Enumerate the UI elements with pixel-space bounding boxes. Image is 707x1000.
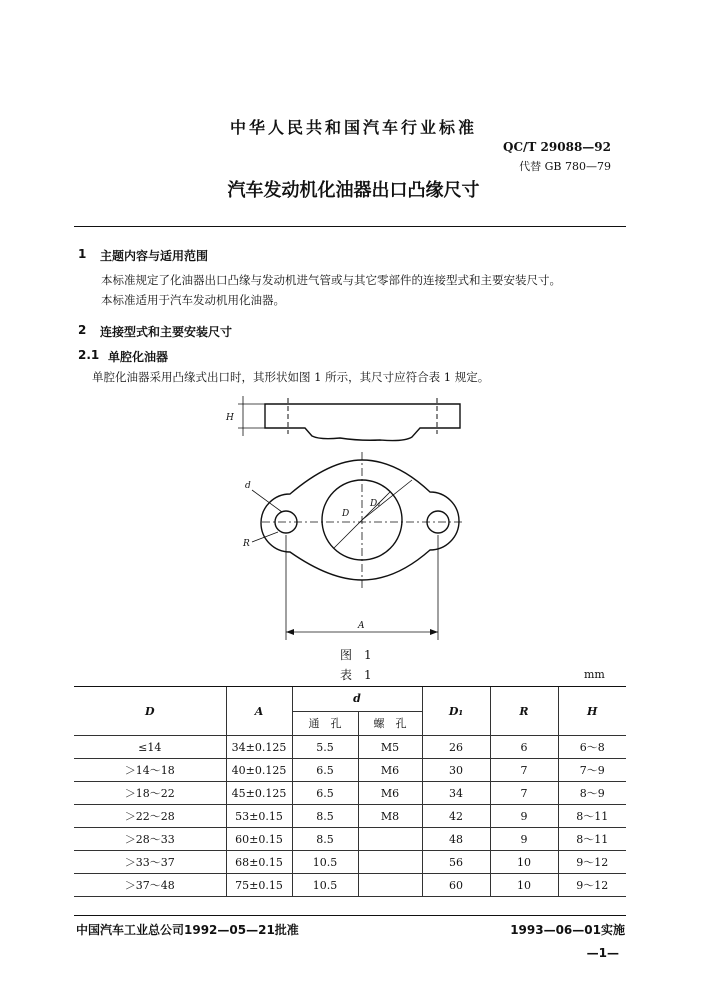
section-2-number: 2 (78, 323, 87, 337)
document-title: 汽车发动机化油器出口凸缘尺寸 (227, 180, 480, 201)
table-cell: 6.5 (292, 782, 358, 805)
table-row (74, 851, 626, 874)
table-cell: 9～12 (558, 851, 626, 874)
table-cell: 60±0.15 (226, 828, 292, 851)
header-d: d (292, 687, 422, 712)
table-cell: 6 (490, 736, 558, 759)
table-cell: ＞22～28 (74, 805, 226, 828)
section-2-1-number: 2.1 (78, 348, 100, 362)
header-R: R (490, 687, 558, 736)
table-cell: 60 (422, 874, 490, 897)
effective-date: 1993—06—01实施 (510, 923, 625, 937)
standard-code: QC/T 29088—92 (503, 140, 611, 154)
table-row (74, 736, 626, 759)
table-cell: 5.5 (292, 736, 358, 759)
table-cell: 7 (490, 782, 558, 805)
table-cell: ＞14～18 (74, 759, 226, 782)
table-cell: ＞18～22 (74, 782, 226, 805)
table-cell: 56 (422, 851, 490, 874)
table-cell: 40±0.125 (226, 759, 292, 782)
table-cell: 42 (422, 805, 490, 828)
table-cell (358, 828, 422, 851)
table-cell: 9 (490, 805, 558, 828)
table-cell: 34±0.125 (226, 736, 292, 759)
table-cell: 34 (422, 782, 490, 805)
table-cell: 6.5 (292, 759, 358, 782)
header-H: H (558, 687, 626, 736)
section-2-title: 连接型式和主要安装尺寸 (100, 325, 233, 339)
header-d-through-hole: 通 孔 (292, 711, 358, 736)
table-row (74, 874, 626, 897)
table-cell: 9～12 (558, 874, 626, 897)
header-d-thread-hole: 螺 孔 (358, 711, 422, 736)
table-row (74, 805, 626, 828)
dimension-table (74, 686, 626, 897)
section-1-paragraph-2: 本标准适用于汽车发动机用化油器。 (101, 293, 285, 307)
table-cell: 9 (490, 828, 558, 851)
label-H: H (226, 413, 234, 423)
table-cell: 8～11 (558, 828, 626, 851)
approval-note: 中国汽车工业总公司1992—05—21批准 (76, 923, 299, 937)
table-cell: ≤14 (74, 736, 226, 759)
table-cell: 10 (490, 874, 558, 897)
page-number: —1— (586, 946, 619, 960)
table-row (74, 782, 626, 805)
label-D: D (342, 509, 350, 519)
label-A: A (358, 621, 365, 631)
table-row (74, 759, 626, 782)
table-cell: 7 (490, 759, 558, 782)
table-cell: 53±0.15 (226, 805, 292, 828)
table-cell (358, 874, 422, 897)
section-1-title: 主题内容与适用范围 (100, 249, 209, 263)
table-cell: ＞33～37 (74, 851, 226, 874)
header-D: D (74, 687, 226, 736)
replaces-note: 代替 GB 780—79 (519, 160, 611, 173)
table-cell: 8～9 (558, 782, 626, 805)
table-cell: 75±0.15 (226, 874, 292, 897)
table-cell: 6～8 (558, 736, 626, 759)
table-cell: 68±0.15 (226, 851, 292, 874)
table-cell: 45±0.125 (226, 782, 292, 805)
footer-rule (74, 915, 626, 916)
section-1-paragraph-1: 本标准规定了化油器出口凸缘与发动机进气管或与其它零部件的连接型式和主要安装尺寸。 (101, 273, 561, 287)
table-unit: mm (584, 668, 605, 681)
standard-organization: 中华人民共和国汽车行业标准 (229, 118, 477, 137)
table-cell: ＞37～48 (74, 874, 226, 897)
label-D1: D₁ (370, 499, 381, 509)
table-cell: ＞28～33 (74, 828, 226, 851)
table-cell: 48 (422, 828, 490, 851)
section-2-1-paragraph: 单腔化油器采用凸缘式出口时，其形状如图 1 所示，其尺寸应符合表 1 规定。 (92, 370, 490, 384)
section-2-1-title: 单腔化油器 (108, 350, 169, 364)
table-cell: 30 (422, 759, 490, 782)
table-cell: M6 (358, 759, 422, 782)
table-cell: 10.5 (292, 851, 358, 874)
table-caption: 表 1 (340, 668, 372, 682)
table-cell: 26 (422, 736, 490, 759)
header-A: A (226, 687, 292, 736)
figure-caption: 图 1 (340, 648, 372, 662)
table-cell: 10.5 (292, 874, 358, 897)
table-cell: 10 (490, 851, 558, 874)
table-cell: M5 (358, 736, 422, 759)
table-cell: M6 (358, 782, 422, 805)
section-1-number: 1 (78, 247, 87, 261)
label-d: d (245, 481, 251, 491)
table-cell: 8.5 (292, 828, 358, 851)
table-cell (358, 851, 422, 874)
table-cell: 8.5 (292, 805, 358, 828)
table-cell: M8 (358, 805, 422, 828)
table-cell: 7～9 (558, 759, 626, 782)
table-cell: 8～11 (558, 805, 626, 828)
header-D1: D₁ (422, 687, 490, 736)
label-R: R (243, 539, 250, 549)
table-row (74, 828, 626, 851)
